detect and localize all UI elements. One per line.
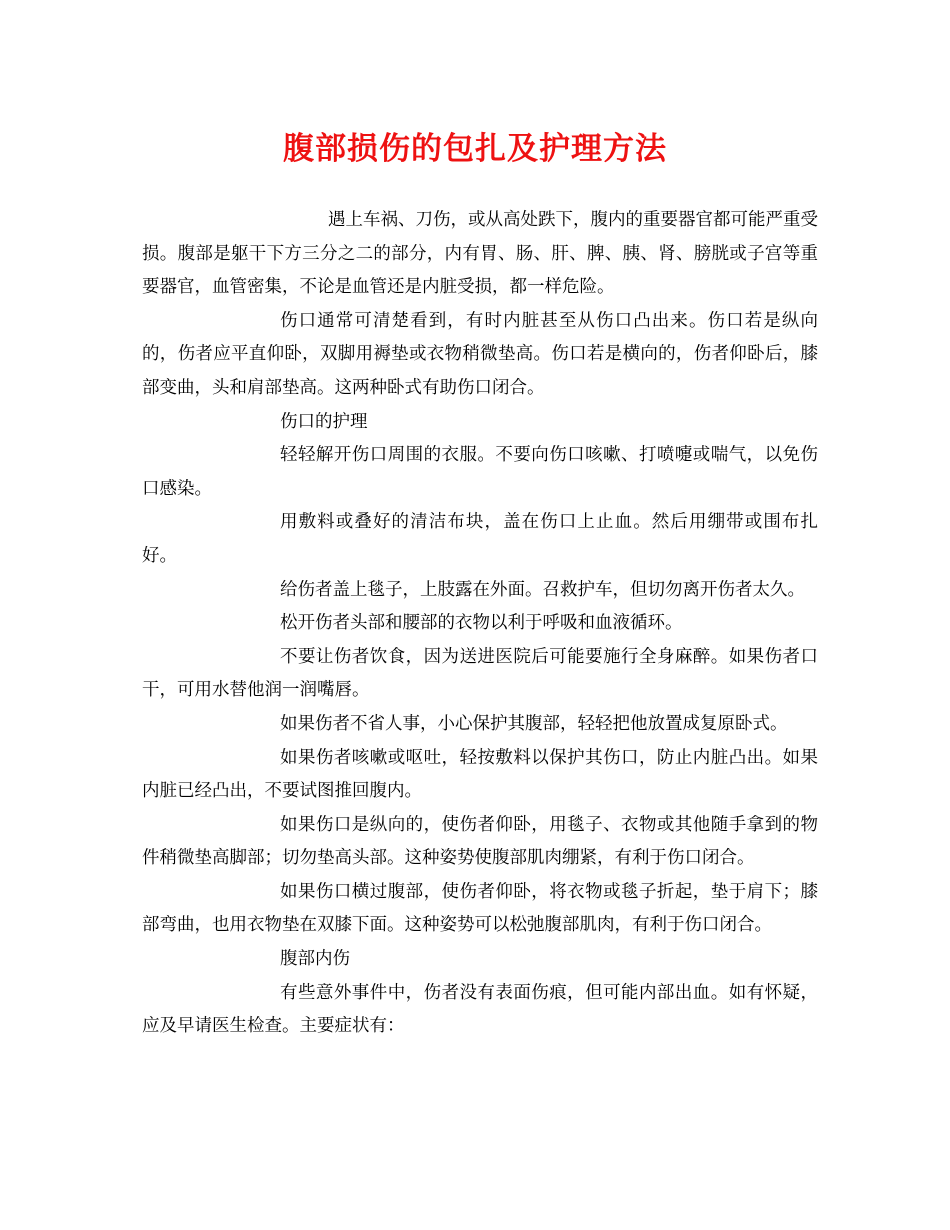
paragraph-dressing: 用敷料或叠好的清洁布块，盖在伤口上止血。然后用绷带或围布扎好。: [142, 512, 818, 566]
section-heading-wound-care: 伤口的护理: [280, 411, 368, 432]
paragraph-no-food: 不要让伤者饮食，因为送进医院后可能要施行全身麻醉。如果伤者口干，可用水替他润一润嘴唇。: [142, 646, 818, 701]
paragraph-internal-bleeding: 有些意外事件中，伤者没有表面伤痕，但可能内部出血。如有怀疑，应及早请医生检查。主要症状有：: [142, 982, 818, 1037]
document-body: [142, 204, 818, 1044]
paragraph-loosen-waist: 松开伤者头部和腰部的衣物以利于呼吸和血液循环。: [280, 613, 683, 634]
paragraph-blanket: 给伤者盖上毯子，上肢露在外面。召救护车，但切勿离开伤者太久。: [280, 579, 805, 600]
section-heading-internal-injury: 腹部内伤: [280, 949, 350, 970]
paragraph-intro: 遇上车祸、刀伤，或从高处跌下，腹内的重要器官都可能严重受损。腹部是躯干下方三分之二的部分，内有胃、肠、肝、脾、胰、肾、膀胱或子宫等重要器官，血管密集，不论是血管还是内脏受损，都一样危险。: [142, 210, 818, 298]
paragraph-horizontal-wound: 如果伤口横过腹部，使伤者仰卧，将衣物或毯子折起，垫于肩下；膝部弯曲，也用衣物垫在双膝下面。这种姿势可以松弛腹部肌肉，有利于伤口闭合。: [142, 881, 818, 936]
paragraph-wound-position: 伤口通常可清楚看到，有时内脏甚至从伤口凸出来。伤口若是纵向的，伤者应平直仰卧，双脚用褥垫或衣物稍微垫高。伤口若是横向的，伤者仰卧后，膝部变曲，头和肩部垫高。这两种卧式有助伤口闭合。: [142, 310, 818, 398]
document-title: 腹部损伤的包扎及护理方法: [283, 131, 667, 167]
paragraph-unconscious: 如果伤者不省人事，小心保护其腹部，轻轻把他放置成复原卧式。: [280, 713, 788, 734]
paragraph-vertical-wound: 如果伤口是纵向的，使伤者仰卧，用毯子、衣物或其他随手拿到的物件稍微垫高脚部；切勿垫高头部。这种姿势使腹部肌肉绷紧，有利于伤口闭合。: [142, 814, 818, 869]
paragraph-cough-vomit: 如果伤者咳嗽或呕吐，轻按敷料以保护其伤口，防止内脏凸出。如果内脏已经凸出，不要试图推回腹内。: [142, 747, 818, 802]
paragraph-loosen-clothes: 轻轻解开伤口周围的衣服。不要向伤口咳嗽、打喷嚏或喘气，以免伤口感染。: [142, 445, 818, 499]
